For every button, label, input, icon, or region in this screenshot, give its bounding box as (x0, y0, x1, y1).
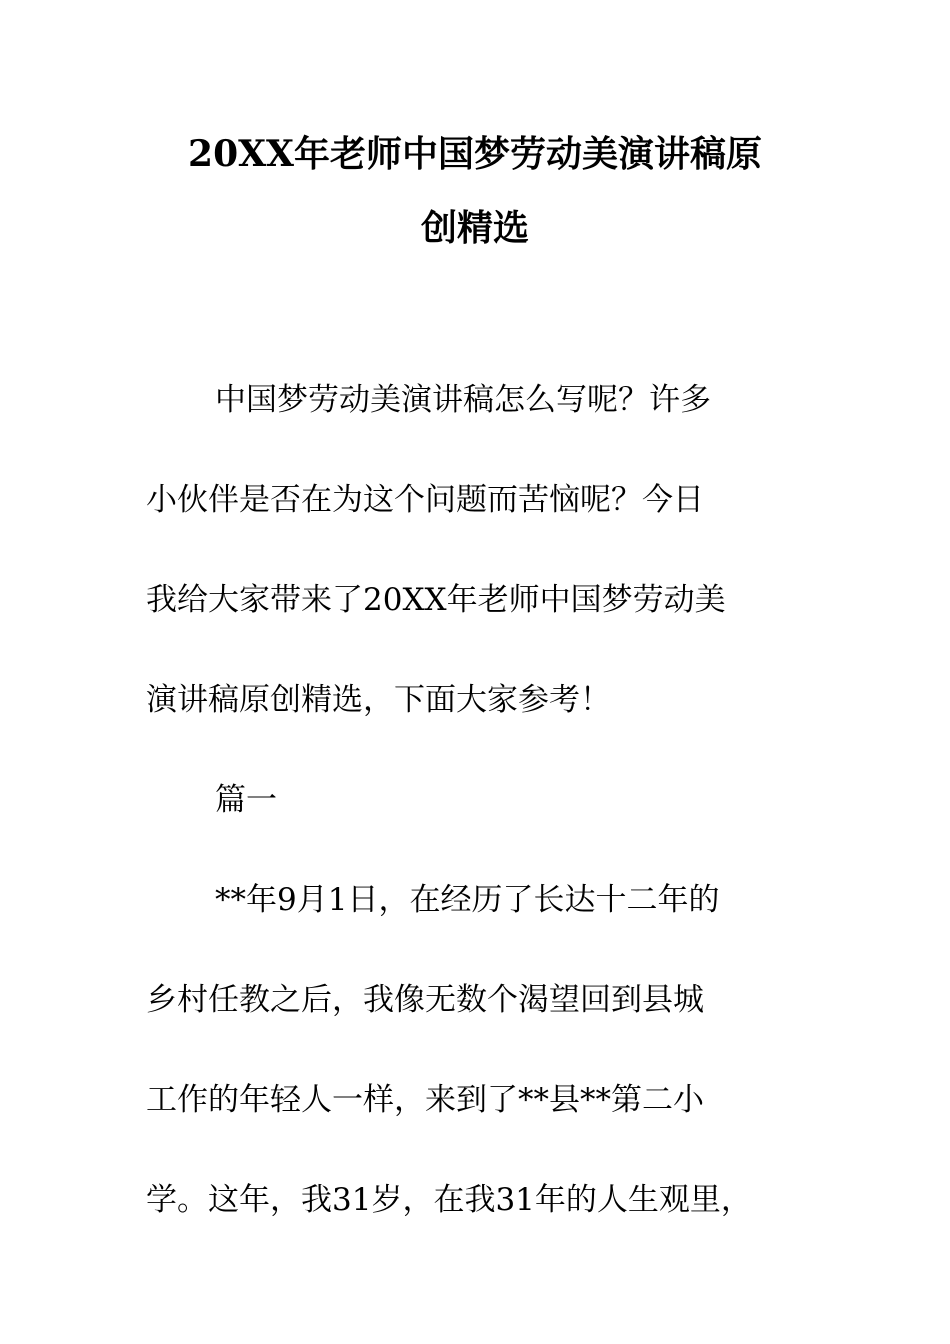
paragraph-line-7: 工作的年轻人一样，来到了**县**第二小 (146, 1082, 704, 1118)
paragraph-line-3: 我给大家带来了20XX年老师中国梦劳动美 (146, 582, 726, 618)
paragraph-line-5: **年9月1日，在经历了长达十二年的 (215, 882, 720, 918)
section-heading: 篇一 (215, 782, 277, 818)
document-title-line-2: 创精选 (420, 207, 529, 249)
paragraph-line-1: 中国梦劳动美演讲稿怎么写呢？许多 (215, 382, 711, 418)
paragraph-line-8: 学。这年，我31岁，在我31年的人生观里， (146, 1182, 752, 1218)
paragraph-line-2: 小伙伴是否在为这个问题而苦恼呢？今日 (146, 482, 704, 518)
document-title-line-1: 20XX年老师中国梦劳动美演讲稿原 (188, 133, 762, 175)
paragraph-line-6: 乡村任教之后，我像无数个渴望回到县城 (146, 982, 704, 1018)
paragraph-line-4: 演讲稿原创精选，下面大家参考！ (146, 682, 611, 718)
